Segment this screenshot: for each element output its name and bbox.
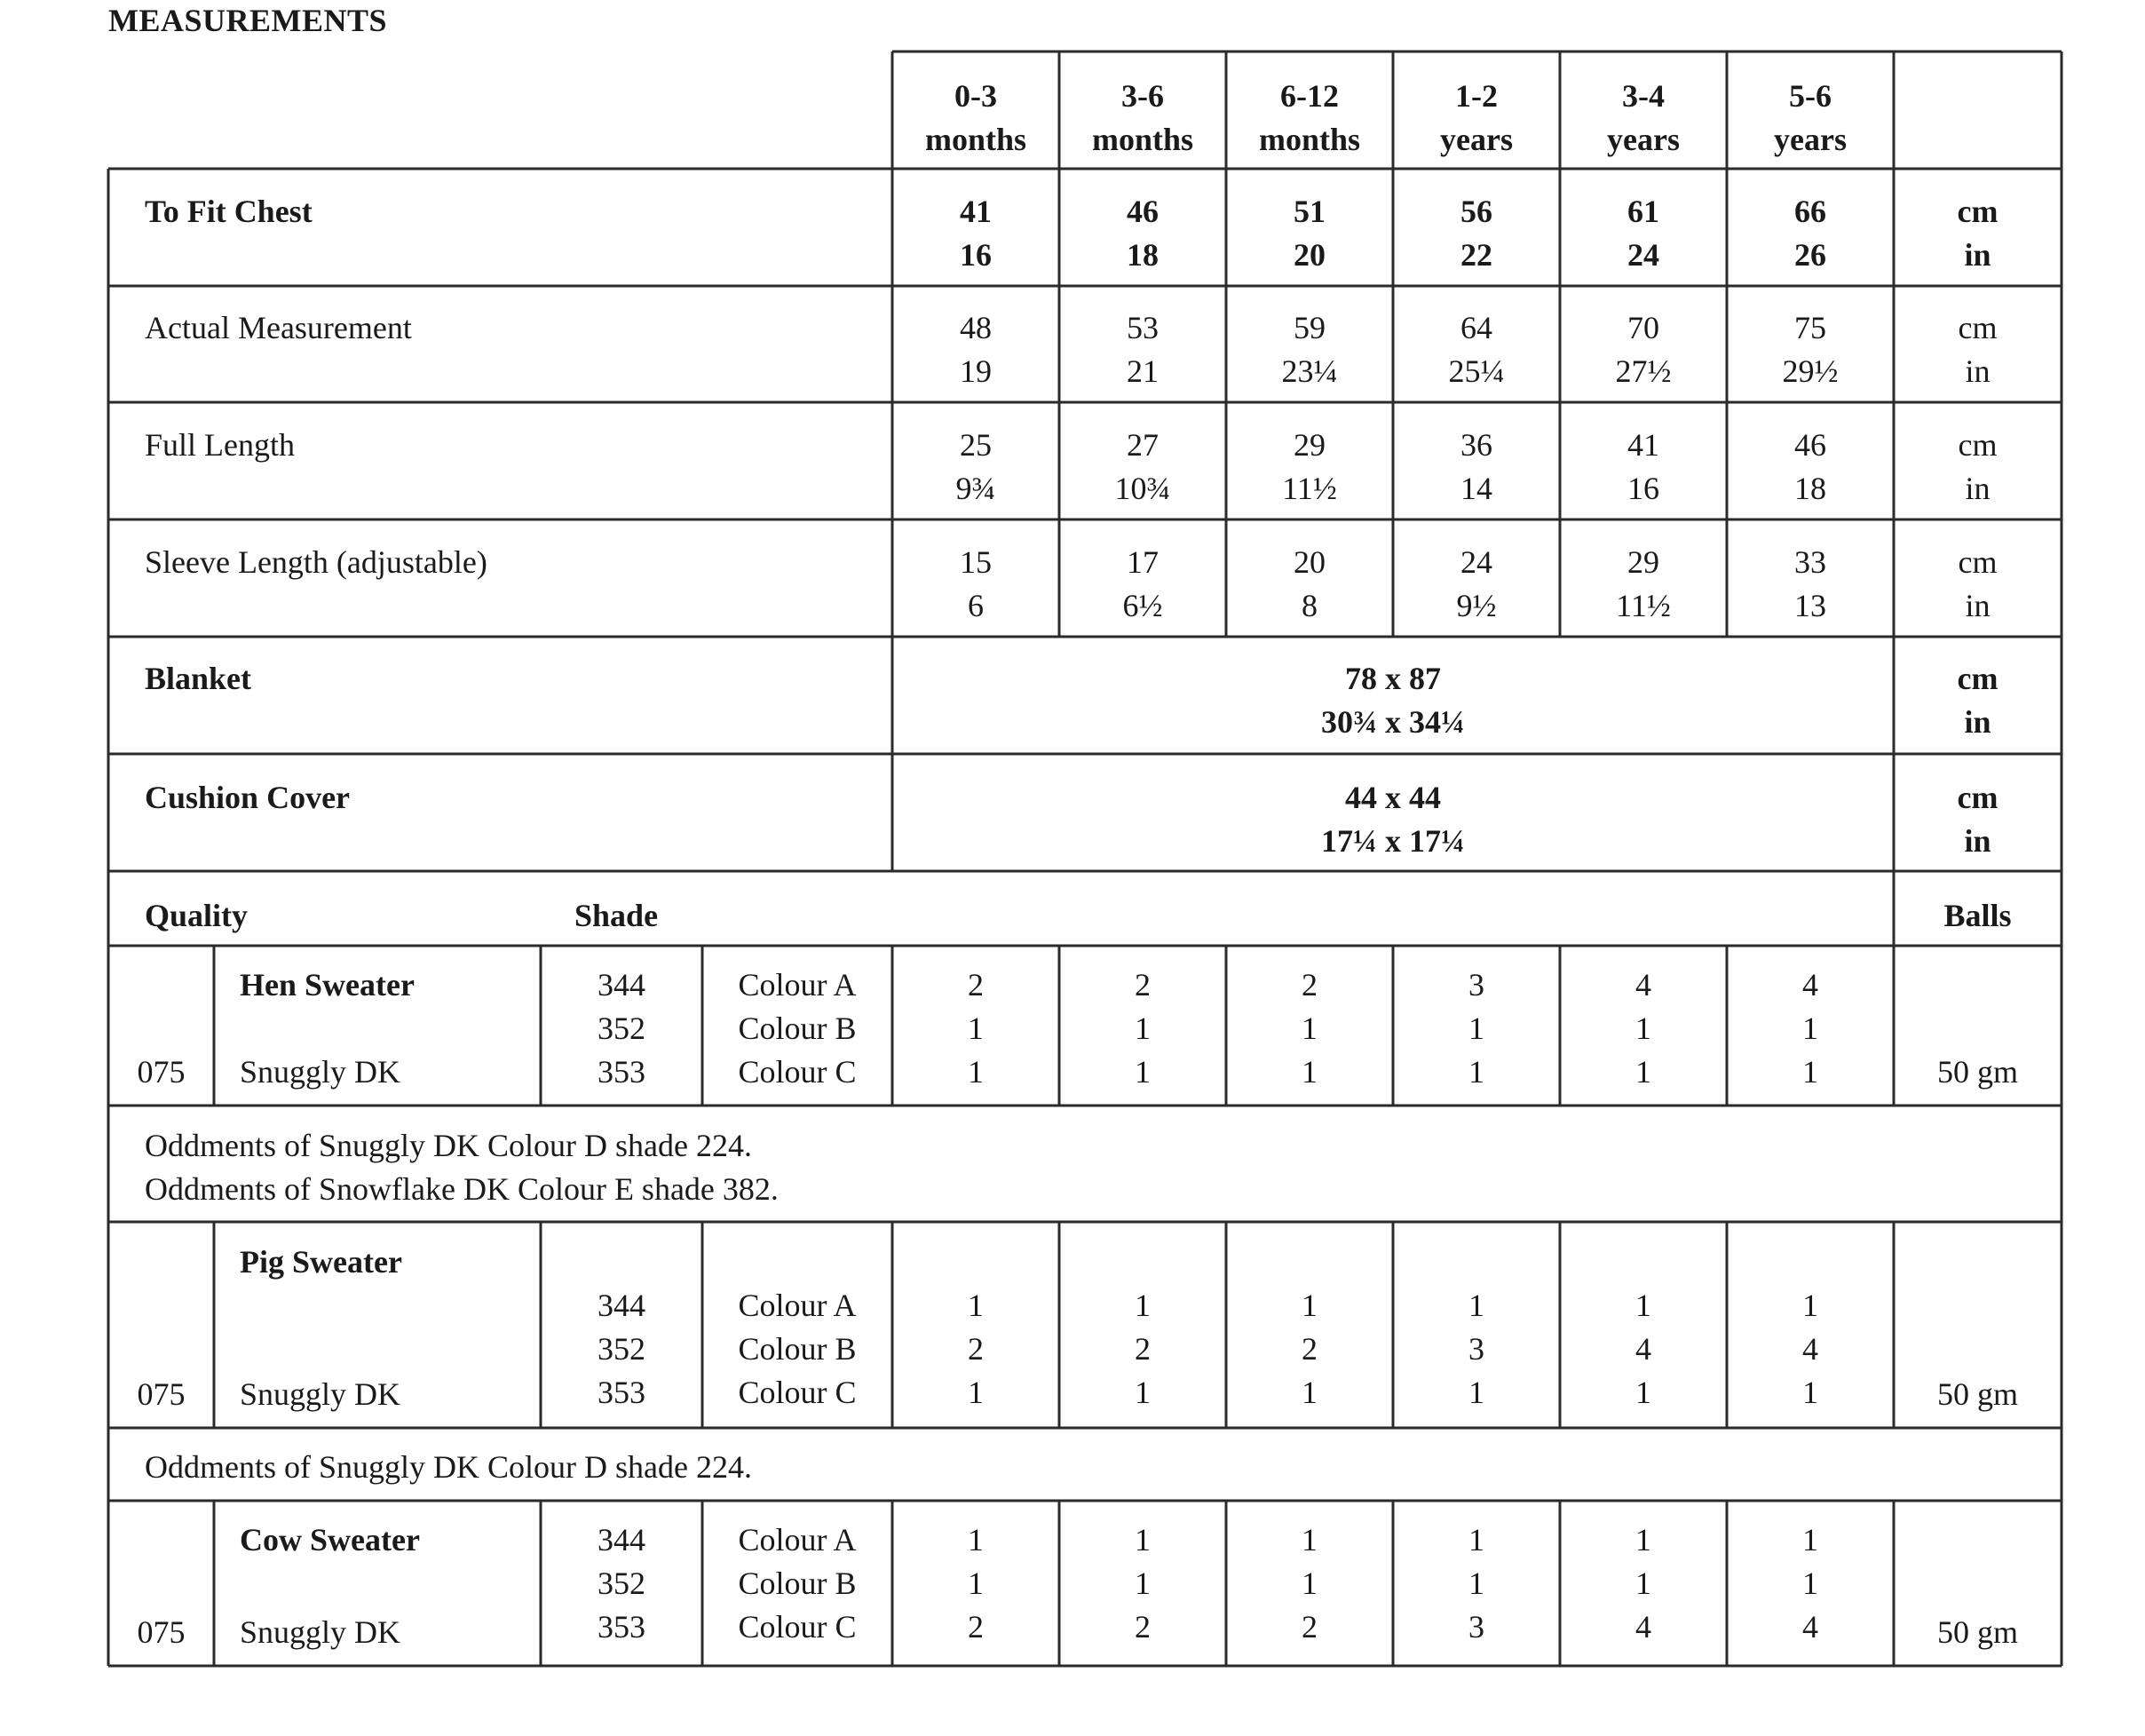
value-cm: 46 <box>1127 194 1159 229</box>
shade-number: 352 <box>598 1566 645 1601</box>
value-cm: 64 <box>1460 310 1492 345</box>
ball-count: 2 <box>1302 1331 1318 1367</box>
ball-counts <box>1393 1284 1560 1415</box>
ball-count: 1 <box>1135 1011 1151 1046</box>
yarn-name: Snuggly DK <box>240 1054 401 1090</box>
page-title: MEASUREMENTS <box>108 3 388 38</box>
ball-count: 1 <box>1302 1011 1318 1046</box>
measurement-value <box>1059 424 1226 511</box>
measurement-label: Full Length <box>145 427 295 463</box>
ball-count: 1 <box>1302 1288 1318 1323</box>
value-in: 10¾ <box>1114 471 1171 506</box>
measurement-units <box>1894 190 2062 277</box>
shade-number: 344 <box>598 1288 645 1323</box>
measurement-value <box>1393 541 1560 628</box>
oddments-line: Oddments of Snuggly DK Colour D shade 224. <box>145 1449 752 1485</box>
ball-count: 4 <box>1635 1331 1651 1367</box>
oddments-line: Oddments of Snowflake DK Colour E shade 382. <box>145 1171 779 1207</box>
size-header-5: 3-4 years <box>1607 78 1680 157</box>
ball-count: 1 <box>1135 1566 1151 1601</box>
unit-cm: cm <box>1958 310 1998 345</box>
value-cm: 53 <box>1127 310 1159 345</box>
value-in: 11½ <box>1616 588 1671 623</box>
measurement-value <box>1560 541 1727 628</box>
ball-counts <box>1560 1518 1727 1649</box>
colour-name: Colour B <box>738 1011 857 1046</box>
measurement-value <box>1727 541 1894 628</box>
size-header-6: 5-6 years <box>1774 78 1847 157</box>
value-in: 27½ <box>1615 353 1672 389</box>
yarn-code: 075 <box>137 1614 186 1650</box>
value-cm: 48 <box>960 310 992 345</box>
measurement-value <box>1059 306 1226 393</box>
measurement-value <box>1226 541 1393 628</box>
value-in: 22 <box>1460 237 1492 273</box>
sweater-name: Hen Sweater <box>240 967 415 1003</box>
value-in: 9½ <box>1456 588 1497 623</box>
ball-counts <box>892 1518 1059 1649</box>
measurement-value <box>1059 190 1226 277</box>
measurement-value <box>892 190 1059 277</box>
value-cm: 25 <box>960 427 992 463</box>
ball-count: 1 <box>1302 1375 1318 1410</box>
ball-counts <box>1226 963 1393 1094</box>
ball-count: 4 <box>1802 1609 1818 1645</box>
ball-count: 1 <box>968 1566 984 1601</box>
ball-count: 1 <box>1135 1288 1151 1323</box>
value-in: 25¼ <box>1448 353 1505 389</box>
ball-count: 4 <box>1635 1609 1651 1645</box>
measurement-label: To Fit Chest <box>145 194 313 229</box>
sweater-name: Pig Sweater <box>240 1244 402 1280</box>
ball-count: 1 <box>1468 1566 1484 1601</box>
colour-name: Colour A <box>738 1522 857 1558</box>
value-cm: 20 <box>1294 544 1326 580</box>
measurement-value <box>1393 424 1560 511</box>
ball-count: 2 <box>1302 967 1318 1003</box>
cushion-label: Cushion Cover <box>145 780 351 815</box>
measurement-label: Sleeve Length (adjustable) <box>145 544 487 580</box>
measurement-label: Actual Measurement <box>145 310 412 345</box>
ball-counts <box>1393 963 1560 1094</box>
measurement-units <box>1894 424 2062 511</box>
ball-count: 1 <box>1135 1054 1151 1090</box>
colour-name: Colour C <box>738 1609 857 1645</box>
ball-weight: 50 gm <box>1936 1376 2018 1412</box>
ball-counts <box>1727 963 1894 1094</box>
value-in: 8 <box>1302 588 1318 623</box>
ball-count: 1 <box>1302 1522 1318 1558</box>
measurement-value <box>892 306 1059 393</box>
value-in: 24 <box>1627 237 1659 273</box>
ball-count: 1 <box>1802 1288 1818 1323</box>
colour-name: Colour A <box>738 1288 857 1323</box>
unit-in: in <box>1965 588 1991 623</box>
value-in: 6 <box>968 588 984 623</box>
value-cm: 27 <box>1127 427 1159 463</box>
ball-counts <box>1059 1284 1226 1415</box>
ball-count: 4 <box>1802 967 1818 1003</box>
value-in: 29½ <box>1782 353 1839 389</box>
ball-counts <box>892 1284 1059 1415</box>
ball-count: 1 <box>1635 1375 1651 1410</box>
oddments-line: Oddments of Snuggly DK Colour D shade 224. <box>145 1128 752 1163</box>
value-cm: 59 <box>1294 310 1326 345</box>
value-cm: 29 <box>1627 544 1659 580</box>
value-cm: 41 <box>1627 427 1659 463</box>
unit-cm: cm <box>1958 427 1998 463</box>
ball-count: 1 <box>1802 1566 1818 1601</box>
size-header-2: 3-6 months <box>1091 78 1194 157</box>
yarn-name: Snuggly DK <box>240 1614 401 1650</box>
ball-count: 1 <box>968 1522 984 1558</box>
ball-count: 3 <box>1468 967 1484 1003</box>
ball-count: 1 <box>968 1288 984 1323</box>
value-in: 18 <box>1794 471 1826 506</box>
ball-count: 1 <box>1635 1566 1651 1601</box>
shade-number: 344 <box>598 967 645 1003</box>
measurement-units <box>1894 541 2062 628</box>
ball-count: 4 <box>1635 967 1651 1003</box>
ball-count: 2 <box>968 967 984 1003</box>
ball-count: 1 <box>1635 1054 1651 1090</box>
ball-weight: 50 gm <box>1936 1614 2018 1650</box>
value-in: 13 <box>1794 588 1826 623</box>
ball-counts <box>1727 1518 1894 1649</box>
ball-counts <box>1226 1518 1393 1649</box>
ball-count: 1 <box>1635 1288 1651 1323</box>
size-header-4: 1-2 years <box>1440 78 1513 157</box>
ball-count: 4 <box>1802 1331 1818 1367</box>
ball-counts <box>1393 1518 1560 1649</box>
value-cm: 17 <box>1127 544 1159 580</box>
ball-count: 1 <box>1468 1375 1484 1410</box>
colour-names <box>702 1284 892 1415</box>
colour-names <box>702 1518 892 1649</box>
measurement-value <box>1560 306 1727 393</box>
ball-counts <box>892 963 1059 1094</box>
yarn-code: 075 <box>137 1376 186 1412</box>
ball-count: 2 <box>968 1609 984 1645</box>
value-in: 11½ <box>1282 471 1337 506</box>
value-in: 21 <box>1127 353 1159 389</box>
ball-counts <box>1560 963 1727 1094</box>
colour-name: Colour A <box>738 967 857 1003</box>
value-cm: 70 <box>1627 310 1659 345</box>
value-cm: 29 <box>1294 427 1326 463</box>
value-cm: 61 <box>1627 194 1659 229</box>
shade-number: 352 <box>598 1331 645 1367</box>
balls-heading: Balls <box>1943 898 2012 933</box>
value-cm: 36 <box>1460 427 1492 463</box>
ball-count: 3 <box>1468 1609 1484 1645</box>
measurement-value <box>1727 190 1894 277</box>
ball-counts <box>1560 1284 1727 1415</box>
ball-count: 1 <box>1802 1011 1818 1046</box>
ball-count: 1 <box>1468 1288 1484 1323</box>
blanket-label: Blanket <box>145 661 252 696</box>
ball-count: 1 <box>968 1011 984 1046</box>
ball-count: 1 <box>1468 1011 1484 1046</box>
value-cm: 75 <box>1794 310 1826 345</box>
value-cm: 15 <box>960 544 992 580</box>
ball-count: 1 <box>1135 1375 1151 1410</box>
size-header-3: 6-12 months <box>1258 78 1361 157</box>
value-cm: 46 <box>1794 427 1826 463</box>
colour-name: Colour C <box>738 1054 857 1090</box>
ball-count: 1 <box>1302 1566 1318 1601</box>
ball-count: 1 <box>1635 1522 1651 1558</box>
sweater-name: Cow Sweater <box>240 1522 420 1558</box>
ball-counts <box>1059 1518 1226 1649</box>
ball-count: 1 <box>1468 1054 1484 1090</box>
shade-number: 353 <box>598 1609 645 1645</box>
colour-name: Colour C <box>738 1375 857 1410</box>
measurement-value <box>1393 190 1560 277</box>
measurement-value <box>1226 424 1393 511</box>
ball-count: 1 <box>1802 1054 1818 1090</box>
size-header-1: 0-3 months <box>924 78 1027 157</box>
ball-count: 1 <box>1802 1375 1818 1410</box>
unit-cm: cm <box>1958 544 1998 580</box>
value-in: 19 <box>960 353 992 389</box>
unit-in: in <box>1965 353 1991 389</box>
oddments-note <box>145 1446 752 1489</box>
ball-count: 2 <box>1135 1609 1151 1645</box>
colour-name: Colour B <box>738 1331 857 1367</box>
value-in: 16 <box>1627 471 1659 506</box>
quality-heading: Quality <box>145 898 249 933</box>
ball-counts <box>1059 963 1226 1094</box>
ball-counts <box>1226 1284 1393 1415</box>
measurement-value <box>1727 306 1894 393</box>
value-cm: 56 <box>1460 194 1492 229</box>
value-in: 23¼ <box>1281 353 1338 389</box>
measurement-units <box>1894 306 2062 393</box>
measurement-value <box>1727 424 1894 511</box>
colour-name: Colour B <box>738 1566 857 1601</box>
value-cm: 33 <box>1794 544 1826 580</box>
unit-in: in <box>1965 471 1991 506</box>
shade-number: 353 <box>598 1375 645 1410</box>
cushion-units: cm in <box>1957 780 1999 859</box>
ball-count: 2 <box>1135 967 1151 1003</box>
value-cm: 41 <box>960 194 992 229</box>
value-cm: 66 <box>1794 194 1826 229</box>
measurement-value <box>892 424 1059 511</box>
ball-counts <box>1727 1284 1894 1415</box>
ball-count: 1 <box>968 1054 984 1090</box>
blanket-units: cm in <box>1957 661 1999 740</box>
measurement-value <box>1059 541 1226 628</box>
shade-numbers <box>541 963 702 1094</box>
ball-count: 2 <box>1302 1609 1318 1645</box>
shade-heading: Shade <box>574 898 659 933</box>
measurement-value <box>1226 306 1393 393</box>
ball-count: 2 <box>1135 1331 1151 1367</box>
shade-numbers <box>541 1518 702 1649</box>
shade-number: 353 <box>598 1054 645 1090</box>
ball-count: 1 <box>1468 1522 1484 1558</box>
value-in: 6½ <box>1122 588 1163 623</box>
oddments-note <box>145 1124 779 1211</box>
ball-count: 1 <box>1302 1054 1318 1090</box>
ball-count: 1 <box>1802 1522 1818 1558</box>
ball-weight: 50 gm <box>1936 1054 2018 1090</box>
ball-count: 3 <box>1468 1331 1484 1367</box>
colour-names <box>702 963 892 1094</box>
unit-cm: cm <box>1957 194 1999 229</box>
measurement-value <box>1226 190 1393 277</box>
ball-count: 1 <box>1135 1522 1151 1558</box>
shade-numbers <box>541 1284 702 1415</box>
measurement-value <box>1560 190 1727 277</box>
yarn-name: Snuggly DK <box>240 1376 401 1412</box>
value-cm: 24 <box>1460 544 1492 580</box>
ball-count: 2 <box>968 1331 984 1367</box>
shade-number: 352 <box>598 1011 645 1046</box>
measurement-value <box>1393 306 1560 393</box>
shade-number: 344 <box>598 1522 645 1558</box>
cushion-size: 44 x 44 17¼ x 17¼ <box>1321 780 1465 859</box>
value-in: 9¾ <box>955 471 996 506</box>
value-cm: 51 <box>1294 194 1326 229</box>
value-in: 20 <box>1294 237 1326 273</box>
value-in: 18 <box>1127 237 1159 273</box>
value-in: 26 <box>1794 237 1826 273</box>
yarn-code: 075 <box>137 1054 186 1090</box>
measurement-value <box>892 541 1059 628</box>
blanket-size: 78 x 87 30¾ x 34¼ <box>1321 661 1465 740</box>
measurement-value <box>1560 424 1727 511</box>
ball-count: 1 <box>1635 1011 1651 1046</box>
unit-in: in <box>1964 237 1991 273</box>
ball-count: 1 <box>968 1375 984 1410</box>
value-in: 16 <box>960 237 992 273</box>
value-in: 14 <box>1460 471 1492 506</box>
